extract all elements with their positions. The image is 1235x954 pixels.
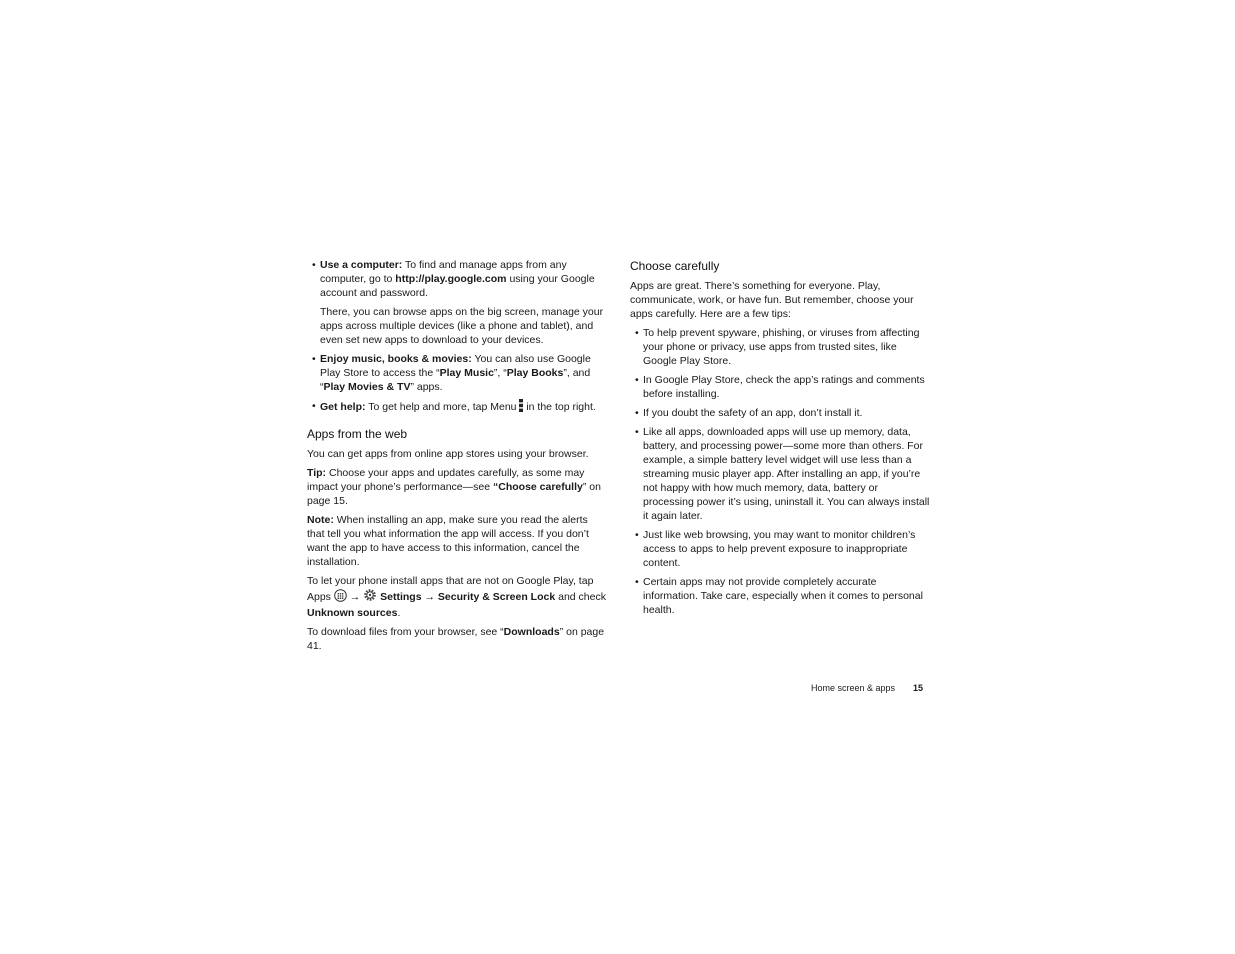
tip-text: Tip: Choose your apps and updates carefully, as some may impact your phone’s performance—see “Choose carefully” on page 15. <box>307 467 601 507</box>
install-text: To let your phone install apps that are not on Google Play, tap Apps → Settings → Security & Screen Lock and check Unknown sources. <box>307 575 606 619</box>
list-item: • Certain apps may not provide completely accurate information. Take care, especially when it comes to personal health. <box>630 575 930 617</box>
settings-gear-icon <box>363 588 377 606</box>
choose-intro: Apps are great. There’s something for everyone. Play, communicate, work, or have fun. But remember, choose your apps carefully. Here are a few tips: <box>630 280 914 320</box>
page-number: 15 <box>913 683 924 693</box>
download-text: To download files from your browser, see “Downloads” on page 41. <box>307 626 605 652</box>
intro-text: You can get apps from online app stores using your browser. <box>307 448 589 460</box>
heading-choose-carefully: Choose carefully <box>630 259 720 273</box>
list-item: • In Google Play Store, check the app’s ratings and comments before installing. <box>630 373 930 401</box>
list-item: • If you doubt the safety of an app, don’t install it. <box>630 406 930 420</box>
list-item: • Just like web browsing, you may want to monitor children’s access to apps to help prevent exposure to inappropriate content. <box>630 528 930 570</box>
list-item: • Like all apps, downloaded apps will use up memory, data, battery, and processing power—some more than others. For example, a simple battery level widget will use less than a streaming music player app. After installing an app, if you’re not happy with how much memory, data, battery or processing power it’s using, uninstall it. You can always install it again later. <box>630 425 930 523</box>
list-item: • Get help: To get help and more, tap Menu in the top right. <box>307 399 607 416</box>
list-item: • Enjoy music, books & movies: You can also use Google Play Store to access the “Play Music”, “Play Books”, and “Play Movies & TV” apps. <box>307 352 607 394</box>
list-item: • Use a computer: To find and manage apps from any computer, go to http://play.google.com using your Google account and password. There, you can browse apps on the big screen, manage your apps across multiple devices (like a phone and tablet), and even set new apps to download to your devices. <box>307 258 607 347</box>
page-footer <box>811 681 931 695</box>
computer-extra: There, you can browse apps on the big screen, manage your apps across multiple devices (like a phone and tablet), and even set new apps to download to your devices. <box>320 306 604 346</box>
footer-section: Home screen & apps <box>811 683 896 693</box>
tips-list <box>630 326 930 617</box>
bullet-list-top <box>307 258 607 416</box>
list-item: • To help prevent spyware, phishing, or viruses from affecting your phone or privacy, use apps from trusted sites, like Google Play Store. <box>630 326 930 368</box>
heading-apps-from-web: Apps from the web <box>307 427 408 441</box>
note-text: Note: When installing an app, make sure you read the alerts that tell you what information the app will access. If you don’t want the app to have access to this information, cancel the installation. <box>307 514 589 568</box>
right-column <box>630 258 930 622</box>
play-url[interactable]: http://play.google.com <box>395 273 507 285</box>
apps-icon <box>334 589 347 606</box>
left-column <box>307 258 607 658</box>
